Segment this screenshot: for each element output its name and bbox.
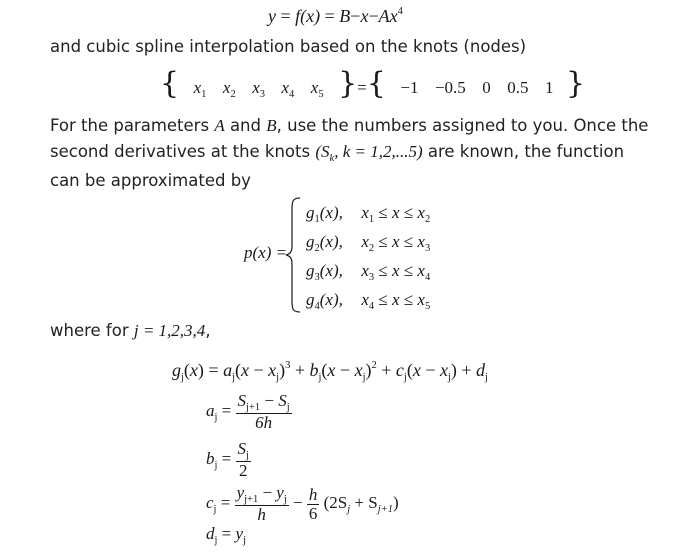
coef-a: $a_j$ = $\frac{S_{j+1} - S_j}{6h}$ (206, 391, 290, 432)
where-clause: where for j = 1,2,3,4, (50, 321, 211, 340)
title-equation: $y = f(x) = B-x-Ax^4$ (268, 6, 403, 26)
paragraph-knots-intro: and cubic spline interpolation based on the knots (nodes) (50, 37, 527, 56)
eq-B: B (339, 6, 351, 26)
coef-b: $b_j$ = $\frac{S_j}{2}$ (206, 439, 249, 480)
piecewise-cases (306, 198, 430, 314)
case-row: $g_2(x)$, $x_2 \le x \le x_3$ (306, 232, 431, 254)
eq-lhs: y (268, 6, 276, 26)
coef-c: $c_j$ = $\frac{y_{j+1} - y_j}{h}$ − $\frac{h}{6}$ $(2S_j + S_{j+1})$ (206, 483, 399, 524)
fraction-b: $\frac{S_j}{2}$ (237, 439, 249, 480)
eq-x: x (360, 6, 369, 26)
g-definition: $g_j(x) = a_j(x - x_j)^3 + b_j(x - x_j)^2 + c_j(x - x_j) + d_j$ (172, 360, 488, 383)
knot-set: { $x_1$ $x_2$ $x_3$ $x_4$ $x_5$ }={ −1 −0.5 0 0.5 1 } (160, 66, 586, 101)
piecewise-lhs: p(x) = (244, 243, 288, 262)
case-row: $g_4(x)$, $x_4 \le x \le x_5$ (306, 290, 431, 312)
fraction-a: $\frac{S_{j+1} - S_j}{6h}$ (237, 391, 290, 432)
case-row: $g_1(x)$, $x_1 \le x \le x_2$ (306, 203, 431, 225)
fraction-c1: $\frac{y_{j+1} - y_j}{h}$ (236, 483, 287, 524)
case-row: $g_3(x)$, $x_3 \le x \le x_4$ (306, 261, 431, 283)
fraction-c2: $\frac{h}{6}$ (308, 484, 318, 523)
paragraph-parameters: For the parameters A and B, use the numbers assigned to you. Once the second derivatives at the knots ($S_k$, k = 1,2,...5) are known, the function can be approximated by (50, 116, 649, 190)
eq-Ax: Ax (378, 6, 398, 26)
eq-fx: f(x) (295, 6, 321, 26)
eq-exponent: 4 (397, 6, 403, 17)
piecewise-brace (284, 196, 302, 314)
eq-equals: = (280, 6, 291, 26)
coef-d: $d_j = y_j$ (206, 524, 246, 546)
